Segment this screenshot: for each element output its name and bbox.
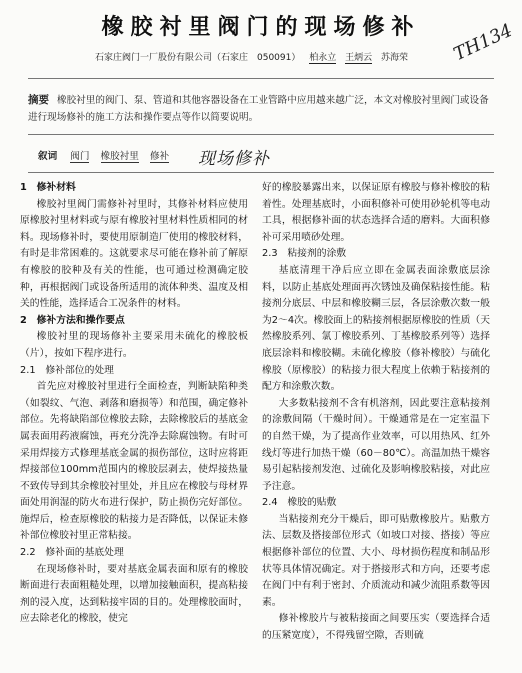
divider-rule (28, 134, 494, 135)
paragraph: 大多数粘接剂不含有机溶剂，因此要注意粘接剂的涂敷间隔（干燥时间）。干燥通常是在一定室温下的自然干燥，为了提高作业效率，可以用热风、红外线灯等进行加热干燥（60－80℃）。高温加热干燥容易引起粘接剂发泡、过硫化及影响橡胶粘接，对此应予注意。 (262, 397, 490, 492)
subsection-heading: 2.1 修补部位的处理 (20, 364, 114, 376)
subsection-heading: 2.4 橡胶的贴敷 (262, 497, 337, 509)
divider-rule (28, 172, 494, 173)
paragraph: 当粘接剂充分干燥后，即可贴敷橡胶片。贴敷方法、层数及搭接部位形式（如坡口对接、搭接）等应根据修补部位的位置、大小、母材损伤程度和制品形状等具体情况确定。对于搭接形式和方向，还要考虑在阀门中有利于密封、介质流动和减少流阻系数等因素。 (262, 513, 490, 608)
keyword: 阀门 (70, 151, 90, 162)
divider-rule (28, 78, 494, 79)
paragraph: 在现场修补时，要对基底金属表面和原有的橡胶断面进行表面粗糙处理，以增加接触面积，提高粘接剂的浸入度，达到粘接牢固的目的。处理橡胶面时，应去除老化的橡胶，使完 (20, 563, 248, 625)
paragraph: 好的橡胶暴露出来，以保证原有橡胶与修补橡胶的粘着性。处理基底时，小面积修补可使用砂轮机等电动工具，根据修补面的状态选择合适的磨料。大面积修补可采用喷砂处理。 (262, 182, 490, 243)
paragraph: 橡胶衬里的现场修补主要采用未硫化的橡胶板（片），按如下程序进行。 (20, 331, 248, 359)
paragraph: 橡胶衬里阀门需修补衬里时，其修补材料应使用原橡胶衬里材料或与原有橡胶衬里材料性质相同的材料。现场修补时，要使用原制造厂使用的橡胶材料，有时是非常困难的。这就要求尽可能在修补前了解原有橡胶的胶种及有关的性能，也可通过检测确定胶种，再根据阀门或设备所适用的流体种类、温度及相关的性能，选择适合工况条件的材料。 (20, 198, 248, 310)
handwritten-code: TH134 (450, 19, 516, 66)
author-name: 王炳云 (345, 53, 373, 63)
abstract-label: 摘要 (28, 94, 49, 106)
subsection-heading: 2.2 修补面的基底处理 (20, 547, 124, 559)
keywords (38, 148, 177, 162)
right-column (262, 180, 490, 645)
left-column (20, 180, 248, 628)
abstract (28, 92, 494, 126)
affiliation-org: 石家庄阀门一厂股份有限公司（石家庄 050091） (95, 53, 301, 63)
paragraph: 首先应对橡胶衬里进行全面检查，判断缺陷种类（如裂纹、气泡、剥落和磨损等）和范围，确定修补部位。先将缺陷部位橡胶去除，去除橡胶后的基底金属表面用药液腐蚀，再充分洗净去除腐蚀物。有时可采用焊接方式修理基底金属的损伤部位，这时应将距焊接部位100mm范围内的橡胶层剥去，使焊接热量不致传导到其余橡胶衬里处，并且应在橡胶与母材界面处用润湿的防火布进行保护，防止损伤完好部位。施焊后，检查原橡胶的粘接力是否降低，以保证未修补部位橡胶衬里正常粘接。 (20, 381, 248, 542)
paragraph: 基底清理干净后应立即在金属表面涂敷底层涂料，以防止基底处理面再次锈蚀及确保粘接性能。粘接剂分底层、中层和橡胶糊三层，各层涂敷次数一般为2～4次。橡胶面上的粘接剂根据原橡胶的性质（天然橡胶系列、氯丁橡胶系列、丁基橡胶系列等）选择底层涂料和橡胶糊。未硫化橡胶（修补橡胶）与硫化橡胶（原橡胶）的粘接力很大程度上依赖于粘接剂的配方和涂敷次数。 (262, 264, 490, 393)
handwritten-note: 现场修补 (198, 149, 270, 169)
author-name: 苏海荣 (381, 53, 409, 63)
section-heading: 2 修补方法和操作要点 (20, 314, 125, 326)
section-heading: 1 修补材料 (20, 182, 76, 193)
article-title: 橡胶衬里阀门的现场修补 (101, 14, 421, 40)
paragraph: 修补橡胶片与被粘接面之间要压实（要选择合适的压紧宽度），不得残留空隙，否则硫 (262, 613, 490, 642)
keyword: 修补 (149, 151, 170, 162)
subsection-heading: 2.3 粘接剂的涂敷 (262, 248, 347, 260)
author-name: 柏永立 (309, 53, 337, 63)
keyword: 橡胶衬里 (100, 151, 139, 162)
keywords-label: 叙词 (38, 151, 58, 162)
abstract-text: 橡胶衬里的阀门、泵、管道和其他容器设备在工业管路中应用越来越广泛，本文对橡胶衬里阀门或设备进行现场修补的施工方法和操作要点等作以简要说明。 (28, 95, 489, 123)
affiliation-line (95, 50, 414, 63)
